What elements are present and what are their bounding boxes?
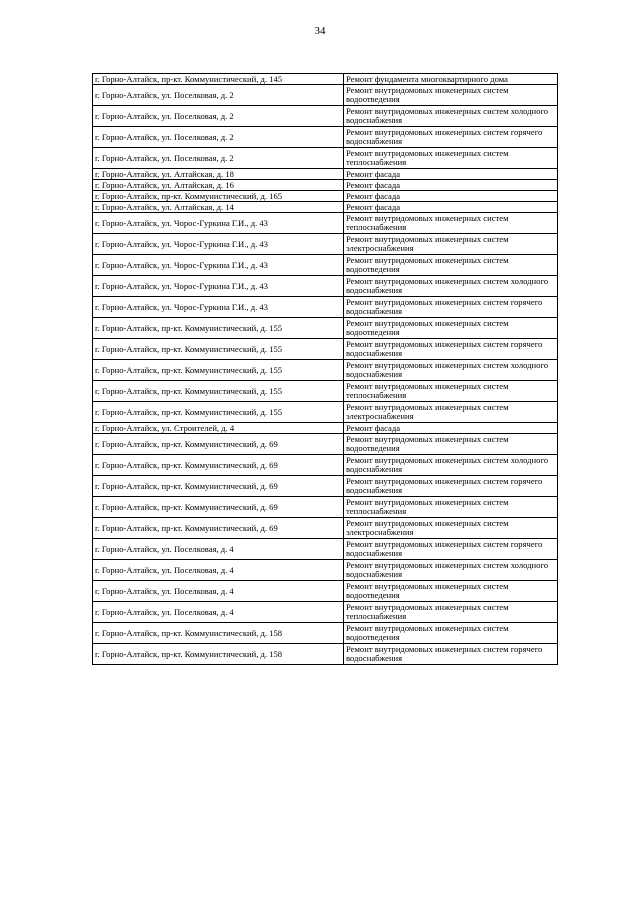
table-row [93,476,558,497]
work-type-cell: Ремонт фасада [344,169,558,180]
work-type-cell: Ремонт внутридомовых инженерных систем горячего водоснабжения [344,539,558,560]
address-cell: г. Горно-Алтайск, ул. Поселковая, д. 2 [93,85,344,106]
address-cell: г. Горно-Алтайск, пр-кт. Коммунистический, д. 158 [93,644,344,665]
work-type-cell: Ремонт внутридомовых инженерных систем горячего водоснабжения [344,339,558,360]
address-cell: г. Горно-Алтайск, ул. Поселковая, д. 4 [93,602,344,623]
work-type-cell: Ремонт внутридомовых инженерных систем горячего водоснабжения [344,476,558,497]
table-row [93,255,558,276]
address-cell: г. Горно-Алтайск, ул. Алтайская, д. 18 [93,169,344,180]
work-type-cell: Ремонт внутридомовых инженерных систем горячего водоснабжения [344,644,558,665]
address-cell: г. Горно-Алтайск, пр-кт. Коммунистический, д. 158 [93,623,344,644]
work-type-cell: Ремонт внутридомовых инженерных систем холодного водоснабжения [344,276,558,297]
table-row [93,169,558,180]
address-cell: г. Горно-Алтайск, пр-кт. Коммунистический, д. 69 [93,518,344,539]
work-type-cell: Ремонт фасада [344,180,558,191]
table-row [93,602,558,623]
table-row [93,423,558,434]
work-type-cell: Ремонт внутридомовых инженерных систем холодного водоснабжения [344,455,558,476]
table-row [93,539,558,560]
address-cell: г. Горно-Алтайск, пр-кт. Коммунистический, д. 155 [93,381,344,402]
table-row [93,191,558,202]
table-row [93,381,558,402]
table-row [93,518,558,539]
work-type-cell: Ремонт внутридомовых инженерных систем электроснабжения [344,402,558,423]
address-cell: г. Горно-Алтайск, ул. Алтайская, д. 16 [93,180,344,191]
address-cell: г. Горно-Алтайск, ул. Чорос-Гуркина Г.И., д. 43 [93,276,344,297]
address-cell: г. Горно-Алтайск, ул. Поселковая, д. 2 [93,127,344,148]
table-row [93,297,558,318]
address-cell: г. Горно-Алтайск, пр-кт. Коммунистический, д. 145 [93,74,344,85]
table-row [93,581,558,602]
work-type-cell: Ремонт фундамента многоквартирного дома [344,74,558,85]
table-row [93,497,558,518]
table-row [93,318,558,339]
table-row [93,339,558,360]
table-row [93,85,558,106]
address-cell: г. Горно-Алтайск, пр-кт. Коммунистический, д. 69 [93,434,344,455]
work-type-cell: Ремонт внутридомовых инженерных систем теплоснабжения [344,381,558,402]
work-type-cell: Ремонт внутридомовых инженерных систем водоотведения [344,623,558,644]
work-type-cell: Ремонт внутридомовых инженерных систем холодного водоснабжения [344,360,558,381]
work-type-cell: Ремонт внутридомовых инженерных систем водоотведения [344,85,558,106]
address-cell: г. Горно-Алтайск, ул. Поселковая, д. 4 [93,560,344,581]
page-number: 34 [314,25,326,37]
table-row [93,74,558,85]
table-row [93,234,558,255]
address-cell: г. Горно-Алтайск, пр-кт. Коммунистический, д. 155 [93,402,344,423]
table-row [93,455,558,476]
work-type-cell: Ремонт фасада [344,423,558,434]
table-row [93,276,558,297]
table-row [93,402,558,423]
address-cell: г. Горно-Алтайск, пр-кт. Коммунистический, д. 69 [93,497,344,518]
address-cell: г. Горно-Алтайск, пр-кт. Коммунистический, д. 69 [93,476,344,497]
address-cell: г. Горно-Алтайск, ул. Поселковая, д. 4 [93,581,344,602]
address-cell: г. Горно-Алтайск, пр-кт. Коммунистический, д. 155 [93,318,344,339]
work-type-cell: Ремонт внутридомовых инженерных систем водоотведения [344,581,558,602]
works-table-body [93,74,558,665]
table-row [93,644,558,665]
work-type-cell: Ремонт фасада [344,191,558,202]
table-row [93,434,558,455]
work-type-cell: Ремонт фасада [344,202,558,213]
table-row [93,180,558,191]
table-row [93,202,558,213]
work-type-cell: Ремонт внутридомовых инженерных систем водоотведения [344,255,558,276]
work-type-cell: Ремонт внутридомовых инженерных систем водоотведения [344,434,558,455]
table-row [93,623,558,644]
table-row [93,560,558,581]
work-type-cell: Ремонт внутридомовых инженерных систем холодного водоснабжения [344,106,558,127]
work-type-cell: Ремонт внутридомовых инженерных систем теплоснабжения [344,148,558,169]
work-type-cell: Ремонт внутридомовых инженерных систем водоотведения [344,318,558,339]
table-row [93,213,558,234]
work-type-cell: Ремонт внутридомовых инженерных систем горячего водоснабжения [344,127,558,148]
address-cell: г. Горно-Алтайск, пр-кт. Коммунистический, д. 69 [93,455,344,476]
address-cell: г. Горно-Алтайск, пр-кт. Коммунистический, д. 155 [93,360,344,381]
address-cell: г. Горно-Алтайск, ул. Алтайская, д. 14 [93,202,344,213]
works-table [92,73,558,665]
address-cell: г. Горно-Алтайск, ул. Поселковая, д. 2 [93,148,344,169]
address-cell: г. Горно-Алтайск, ул. Поселковая, д. 4 [93,539,344,560]
address-cell: г. Горно-Алтайск, ул. Чорос-Гуркина Г.И., д. 43 [93,213,344,234]
work-type-cell: Ремонт внутридомовых инженерных систем электроснабжения [344,234,558,255]
address-cell: г. Горно-Алтайск, ул. Строителей, д. 4 [93,423,344,434]
address-cell: г. Горно-Алтайск, ул. Чорос-Гуркина Г.И., д. 43 [93,234,344,255]
work-type-cell: Ремонт внутридомовых инженерных систем теплоснабжения [344,213,558,234]
work-type-cell: Ремонт внутридомовых инженерных систем холодного водоснабжения [344,560,558,581]
address-cell: г. Горно-Алтайск, ул. Чорос-Гуркина Г.И., д. 43 [93,255,344,276]
table-row [93,127,558,148]
address-cell: г. Горно-Алтайск, ул. Чорос-Гуркина Г.И., д. 43 [93,297,344,318]
table-row [93,360,558,381]
table-row [93,106,558,127]
work-type-cell: Ремонт внутридомовых инженерных систем электроснабжения [344,518,558,539]
address-cell: г. Горно-Алтайск, пр-кт. Коммунистический, д. 155 [93,339,344,360]
work-type-cell: Ремонт внутридомовых инженерных систем теплоснабжения [344,497,558,518]
address-cell: г. Горно-Алтайск, пр-кт. Коммунистический, д. 165 [93,191,344,202]
table-row [93,148,558,169]
address-cell: г. Горно-Алтайск, ул. Поселковая, д. 2 [93,106,344,127]
work-type-cell: Ремонт внутридомовых инженерных систем теплоснабжения [344,602,558,623]
work-type-cell: Ремонт внутридомовых инженерных систем горячего водоснабжения [344,297,558,318]
